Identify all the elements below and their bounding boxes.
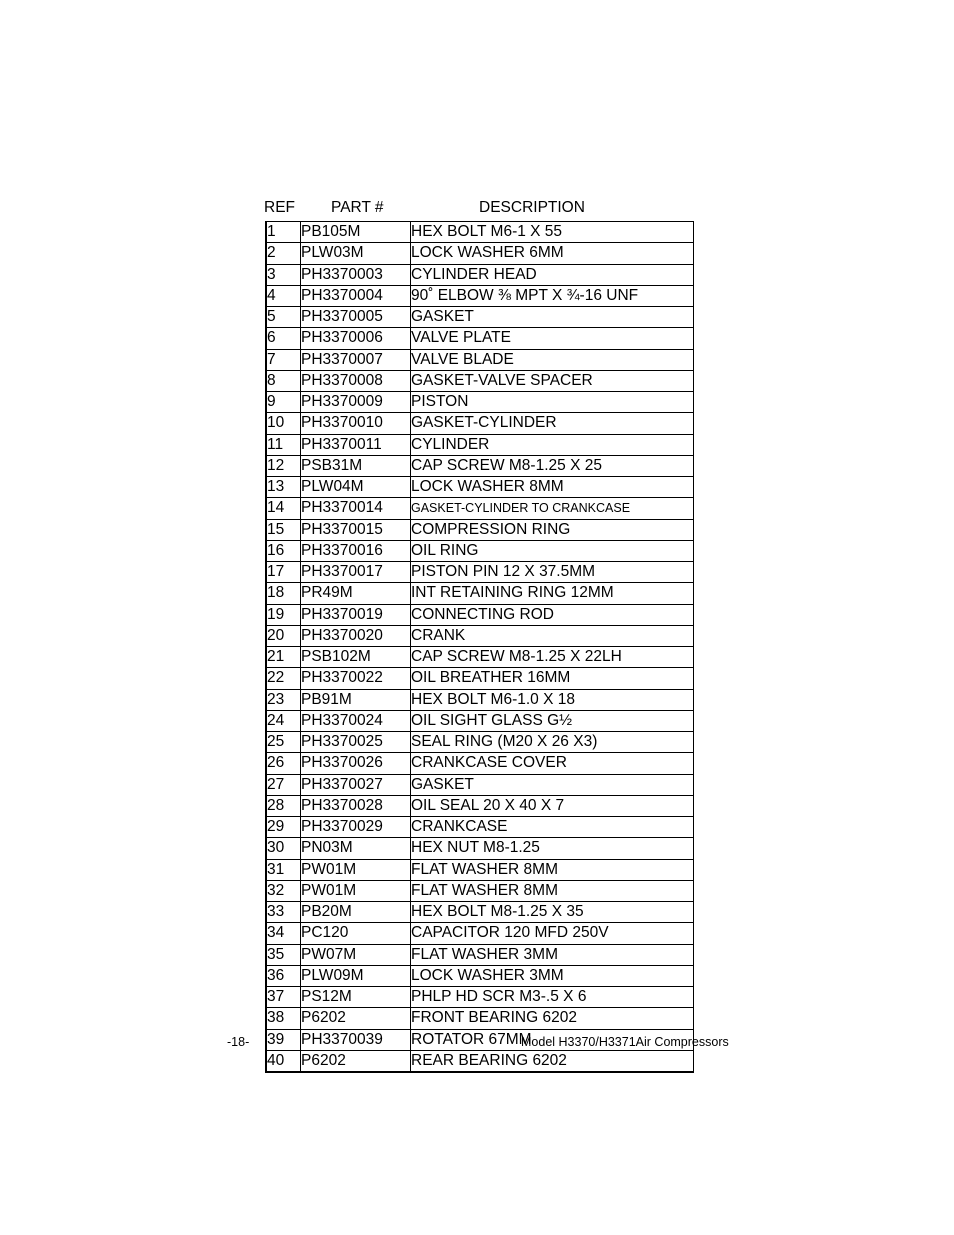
table-row <box>266 583 694 604</box>
ref-cell: 33 <box>266 902 301 923</box>
description-cell: GASKET <box>411 774 694 795</box>
table-row <box>266 498 694 519</box>
ref-cell: 27 <box>266 774 301 795</box>
description-cell: GASKET-CYLINDER <box>411 413 694 434</box>
part-number-cell: PB105M <box>301 222 411 243</box>
page-number: -18- <box>227 1035 250 1049</box>
part-number-cell: PH3370029 <box>301 817 411 838</box>
description-cell: OIL SEAL 20 X 40 X 7 <box>411 795 694 816</box>
parts-table-body <box>266 222 694 1073</box>
ref-cell: 21 <box>266 647 301 668</box>
description-cell: LOCK WASHER 6MM <box>411 243 694 264</box>
description-cell: GASKET-CYLINDER TO CRANKCASE <box>411 498 694 519</box>
table-row <box>266 455 694 476</box>
part-number-cell: PH3370006 <box>301 328 411 349</box>
description-cell: GASKET-VALVE SPACER <box>411 370 694 391</box>
table-row <box>266 774 694 795</box>
description-cell: CRANKCASE <box>411 817 694 838</box>
table-row <box>266 880 694 901</box>
header-part-number: PART # <box>331 199 384 216</box>
description-cell: OIL SIGHT GLASS G½ <box>411 710 694 731</box>
description-cell: FLAT WASHER 8MM <box>411 859 694 880</box>
parts-table <box>265 221 694 1073</box>
table-row <box>266 625 694 646</box>
ref-cell: 26 <box>266 753 301 774</box>
part-number-cell: PH3370015 <box>301 519 411 540</box>
part-number-cell: PH3370016 <box>301 540 411 561</box>
ref-cell: 39 <box>266 1029 301 1050</box>
description-cell: SEAL RING (M20 X 26 X3) <box>411 732 694 753</box>
description-cell: INT RETAINING RING 12MM <box>411 583 694 604</box>
part-number-cell: PH3370011 <box>301 434 411 455</box>
part-number-cell: PSB102M <box>301 647 411 668</box>
description-cell: CAPACITOR 120 MFD 250V <box>411 923 694 944</box>
part-number-cell: PH3370003 <box>301 264 411 285</box>
ref-cell: 35 <box>266 944 301 965</box>
table-row <box>266 604 694 625</box>
ref-cell: 29 <box>266 817 301 838</box>
part-number-cell: PH3370022 <box>301 668 411 689</box>
ref-cell: 14 <box>266 498 301 519</box>
part-number-cell: PH3370027 <box>301 774 411 795</box>
part-number-cell: PSB31M <box>301 455 411 476</box>
part-number-cell: PW01M <box>301 880 411 901</box>
part-number-cell: PH3370019 <box>301 604 411 625</box>
part-number-cell: PB20M <box>301 902 411 923</box>
part-number-cell: PR49M <box>301 583 411 604</box>
description-cell: REAR BEARING 6202 <box>411 1050 694 1072</box>
description-cell: GASKET <box>411 307 694 328</box>
description-cell: CYLINDER HEAD <box>411 264 694 285</box>
table-row <box>266 540 694 561</box>
table-row <box>266 370 694 391</box>
ref-cell: 24 <box>266 710 301 731</box>
description-cell: PHLP HD SCR M3-.5 X 6 <box>411 987 694 1008</box>
description-cell: HEX NUT M8-1.25 <box>411 838 694 859</box>
description-cell: FLAT WASHER 8MM <box>411 880 694 901</box>
description-cell: CRANK <box>411 625 694 646</box>
part-number-cell: PH3370024 <box>301 710 411 731</box>
ref-cell: 11 <box>266 434 301 455</box>
ref-cell: 9 <box>266 392 301 413</box>
ref-cell: 38 <box>266 1008 301 1029</box>
part-number-cell: PH3370008 <box>301 370 411 391</box>
description-cell: VALVE BLADE <box>411 349 694 370</box>
part-number-cell: P6202 <box>301 1008 411 1029</box>
ref-cell: 10 <box>266 413 301 434</box>
ref-cell: 28 <box>266 795 301 816</box>
description-cell: FRONT BEARING 6202 <box>411 1008 694 1029</box>
table-row <box>266 328 694 349</box>
ref-cell: 37 <box>266 987 301 1008</box>
description-cell: HEX BOLT M6-1 X 55 <box>411 222 694 243</box>
part-number-cell: PS12M <box>301 987 411 1008</box>
description-cell: COMPRESSION RING <box>411 519 694 540</box>
description-cell: FLAT WASHER 3MM <box>411 944 694 965</box>
ref-cell: 6 <box>266 328 301 349</box>
part-number-cell: PH3370039 <box>301 1029 411 1050</box>
table-row <box>266 1050 694 1072</box>
ref-cell: 4 <box>266 285 301 306</box>
description-cell: PISTON <box>411 392 694 413</box>
part-number-cell: PH3370026 <box>301 753 411 774</box>
part-number-cell: PH3370004 <box>301 285 411 306</box>
table-row <box>266 477 694 498</box>
table-row <box>266 668 694 689</box>
table-row <box>266 859 694 880</box>
ref-cell: 16 <box>266 540 301 561</box>
ref-cell: 8 <box>266 370 301 391</box>
table-row <box>266 838 694 859</box>
table-row <box>266 753 694 774</box>
part-number-cell: PH3370009 <box>301 392 411 413</box>
description-cell: OIL RING <box>411 540 694 561</box>
ref-cell: 5 <box>266 307 301 328</box>
description-cell: LOCK WASHER 3MM <box>411 965 694 986</box>
part-number-cell: PH3370025 <box>301 732 411 753</box>
ref-cell: 36 <box>266 965 301 986</box>
description-cell: HEX BOLT M8-1.25 X 35 <box>411 902 694 923</box>
description-cell: CAP SCREW M8-1.25 X 25 <box>411 455 694 476</box>
part-number-cell: PC120 <box>301 923 411 944</box>
header-description: DESCRIPTION <box>479 199 585 216</box>
table-row <box>266 349 694 370</box>
table-row <box>266 413 694 434</box>
description-cell: CAP SCREW M8-1.25 X 22LH <box>411 647 694 668</box>
table-row <box>266 434 694 455</box>
part-number-cell: PH3370005 <box>301 307 411 328</box>
ref-cell: 17 <box>266 562 301 583</box>
table-row <box>266 392 694 413</box>
ref-cell: 2 <box>266 243 301 264</box>
table-row <box>266 795 694 816</box>
part-number-cell: PH3370010 <box>301 413 411 434</box>
header-ref: REF <box>264 199 295 216</box>
description-cell: CONNECTING ROD <box>411 604 694 625</box>
ref-cell: 15 <box>266 519 301 540</box>
table-row <box>266 307 694 328</box>
table-row <box>266 285 694 306</box>
ref-cell: 34 <box>266 923 301 944</box>
part-number-cell: PW07M <box>301 944 411 965</box>
table-row <box>266 562 694 583</box>
ref-cell: 7 <box>266 349 301 370</box>
ref-cell: 40 <box>266 1050 301 1072</box>
ref-cell: 1 <box>266 222 301 243</box>
ref-cell: 3 <box>266 264 301 285</box>
part-number-cell: PW01M <box>301 859 411 880</box>
table-row <box>266 817 694 838</box>
ref-cell: 13 <box>266 477 301 498</box>
description-cell: OIL BREATHER 16MM <box>411 668 694 689</box>
table-row <box>266 1008 694 1029</box>
part-number-cell: PN03M <box>301 838 411 859</box>
ref-cell: 18 <box>266 583 301 604</box>
ref-cell: 30 <box>266 838 301 859</box>
ref-cell: 32 <box>266 880 301 901</box>
part-number-cell: PB91M <box>301 689 411 710</box>
part-number-cell: PLW04M <box>301 477 411 498</box>
part-number-cell: PLW09M <box>301 965 411 986</box>
table-row <box>266 222 694 243</box>
table-row <box>266 647 694 668</box>
ref-cell: 22 <box>266 668 301 689</box>
table-row <box>266 689 694 710</box>
description-cell: ROTATOR 67MM <box>411 1029 694 1050</box>
table-row <box>266 264 694 285</box>
part-number-cell: P6202 <box>301 1050 411 1072</box>
description-cell: HEX BOLT M6-1.0 X 18 <box>411 689 694 710</box>
description-cell: CRANKCASE COVER <box>411 753 694 774</box>
part-number-cell: PH3370014 <box>301 498 411 519</box>
part-number-cell: PH3370017 <box>301 562 411 583</box>
table-row <box>266 902 694 923</box>
table-row <box>266 923 694 944</box>
part-number-cell: PLW03M <box>301 243 411 264</box>
table-row <box>266 965 694 986</box>
ref-cell: 19 <box>266 604 301 625</box>
part-number-cell: PH3370007 <box>301 349 411 370</box>
ref-cell: 12 <box>266 455 301 476</box>
ref-cell: 31 <box>266 859 301 880</box>
ref-cell: 20 <box>266 625 301 646</box>
part-number-cell: PH3370028 <box>301 795 411 816</box>
description-cell: LOCK WASHER 8MM <box>411 477 694 498</box>
table-row <box>266 987 694 1008</box>
ref-cell: 25 <box>266 732 301 753</box>
description-cell: PISTON PIN 12 X 37.5MM <box>411 562 694 583</box>
ref-cell: 23 <box>266 689 301 710</box>
part-number-cell: PH3370020 <box>301 625 411 646</box>
description-cell: CYLINDER <box>411 434 694 455</box>
description-cell: VALVE PLATE <box>411 328 694 349</box>
footer-title: Model H3370/H3371Air Compressors <box>521 1035 729 1049</box>
table-row <box>266 710 694 731</box>
table-row <box>266 732 694 753</box>
table-row <box>266 519 694 540</box>
description-cell: 90˚ ELBOW ⅜ MPT X ¾-16 UNF <box>411 285 694 306</box>
table-row <box>266 944 694 965</box>
table-row <box>266 243 694 264</box>
